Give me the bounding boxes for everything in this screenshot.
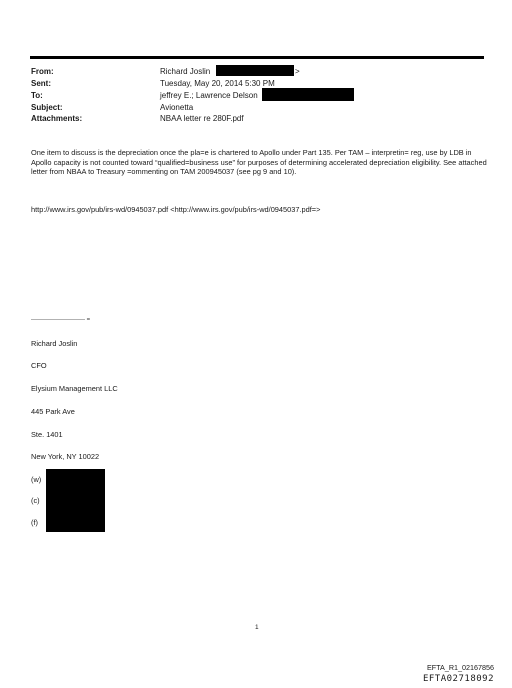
signature-name: Richard Joslin [31,339,78,348]
subject-value: Avionetta [160,103,194,112]
work-phone-label: (w) [31,475,42,484]
bates-number-1: EFTA_R1_02167856 [427,663,494,672]
from-email-redaction [216,65,294,76]
to-label: To: [31,91,43,100]
subject-label: Subject: [31,103,63,112]
sent-value: Tuesday, May 20, 2014 5:30 PM [160,79,275,88]
fax-label: (f) [31,518,38,527]
signature-address-line2: Ste. 1401 [31,430,63,439]
from-email-suffix: > [295,67,300,76]
cell-phone-label: (c) [31,496,40,505]
phone-numbers-redaction [46,469,105,532]
bates-number-2: EFTA02718092 [422,674,494,684]
page-number: 1 [255,624,259,631]
attachment-name: NBAA letter re 280F.pdf [160,114,244,123]
body-paragraph: One item to discuss is the depreciation once the pla=e is chartered to Apollo under Part 135. Per TAM – interpretin= reg, use by LDB in Apollo capacity is not counted toward “qualified=business use” for purposes of determining accelerated depreciation eligibility. See attached letter from NBAA to Treasury =ommenting on TAM 200945037 (see pg 9 and 10). [31,148,487,177]
signature-company: Elysium Management LLC [31,384,118,393]
signature-address-line1: 445 Park Ave [31,407,75,416]
from-label: From: [31,67,54,76]
signature-title: CFO [31,361,47,370]
signature-city: New York, NY 10022 [31,452,100,461]
attachments-label: Attachments: [31,114,83,123]
signature-separator: --------------------------- = [31,317,91,323]
header-rule [30,56,484,59]
to-value: jeffrey E.; Lawrence Delson [160,91,258,100]
from-name: Richard Joslin [160,67,211,76]
to-email-redaction [262,88,354,101]
sent-label: Sent: [31,79,51,88]
irs-link[interactable]: http://www.irs.gov/pub/irs-wd/0945037.pdf <http://www.irs.gov/pub/irs-wd/0945037.pdf=> [31,205,321,214]
